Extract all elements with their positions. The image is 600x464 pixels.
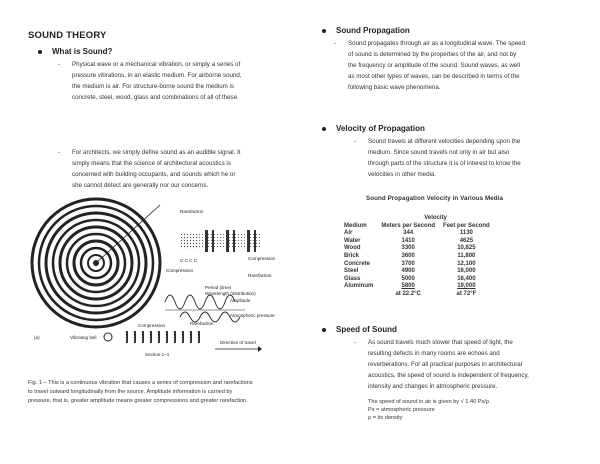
label-compression-mid: Compression [166,268,194,273]
speed-formula: The speed of sound in air is given by √ 1.40 Ps/ρ Ps = atmospheric pressure ρ = its density [368,399,489,421]
bullet-icon [322,127,326,131]
bell-compression-bands [126,331,200,343]
dash-icon: - [354,138,357,145]
label-section: Section 1–1 [145,352,170,357]
label-direction: Direction of travel [220,340,256,345]
table-row: Glass 5000 16,400 [344,275,476,282]
label-compression-top: Compression [248,256,276,261]
table-title: Sound Propagation Velocity in Various Media [366,195,504,202]
dash-icon: - [58,61,61,68]
propagation-paragraph: - Sound propagates through air as a longitudinal wave. The speed of sound is determined by the properties of the air, and not by the frequency or amplitude of the sound. Sound waves, as well as most other types of waves, can be described in terms of the following basic wave phenomena. [334,40,526,91]
page-title: SOUND THEORY [28,30,107,41]
label-amplitude: Amplitude [230,298,251,303]
table-row: Aluminum 5800 19,000 [344,283,476,290]
label-rarefaction-low: Rarefaction [190,321,214,326]
pressure-wave [165,295,240,322]
table-row: Brick 3600 11,800 [344,252,476,259]
label-compression-low: Compression [138,323,166,328]
bullet-icon [322,328,326,332]
what-is-sound-paragraph-2: - For architects, we simply define sound as an audible signal. It simply means that the science of architectural acoustics is concerned with building occupants, and sounds which he or she cannot detect are generally nor our concerns. [58,149,241,189]
heading-sound-propagation: Sound Propagation [322,26,410,35]
table-footer-row: at 22.2°C at 72°F [395,290,477,297]
velocity-paragraph: - Sound travels at different velocities depending upon the medium. Since sound travels not only in air but also through parts of the structure it is of interest to know the velocities in other media. [354,138,521,178]
what-is-sound-paragraph-1: - Physical wave or a mechanical vibration, or simply a series of pressure vibrations, in an elastic medium. For airborne sound, the medium is air. For structure-borne sound the medium is concrete, steel, wood, glass and combinations of all of these. [58,61,242,101]
figure-caption: Fig. 1 – This is a continuous vibration that causes a series of compression and rarefactions to travel outward longitudinally from the source. Amplitude information is carried by pressure, that is, greater amplitude means greater compressions and greater rarefaction. [28,380,253,404]
heading-what-is-sound: What is Sound? [38,47,112,56]
table-row: Air 344 1130 [344,230,473,237]
heading-velocity-of-propagation: Velocity of Propagation [322,124,425,133]
dash-icon: - [354,339,357,346]
dash-icon: - [334,40,337,47]
label-wavelength: Wavelength (distribution) [205,291,256,296]
label-c-letters: C C C C [180,258,198,263]
bullet-icon [38,50,42,54]
speed-paragraph: - As sound travels much slower that speed of light, the resulting defects in many rooms are echoes and reverberations. For all practical purposes in architectural acoustics, the speed of sound is independent of frequency, intensity and changes in atmospheric pressure. [354,339,529,390]
label-a: (a) [34,335,40,340]
group-header: Velocity [424,215,447,221]
table-row: Steel 4900 16,000 [344,268,476,275]
label-atmospheric: Atmospheric pressure [230,313,275,318]
table-group-header-row [340,215,494,223]
label-rarefaction-mid: Rarefaction [248,273,272,278]
table-row: Wood 3300 10,825 [344,245,476,252]
label-period: Period (time) [205,285,232,290]
label-rarefaction-top: Rarefaction [180,209,204,214]
dash-icon: - [58,149,61,156]
table-row: Concrete 3700 12,100 [344,260,476,267]
label-vibrating-bell: Vibrating bell [70,335,97,340]
bullet-icon [322,29,326,33]
velocity-table [340,215,494,299]
heading-speed-of-sound: Speed of Sound [322,325,397,334]
sound-wave-figure [30,197,280,359]
table-row: Water 1410 4625 [344,237,474,244]
table-header-row: Medium Meters per Second Feet per Second [344,222,490,229]
